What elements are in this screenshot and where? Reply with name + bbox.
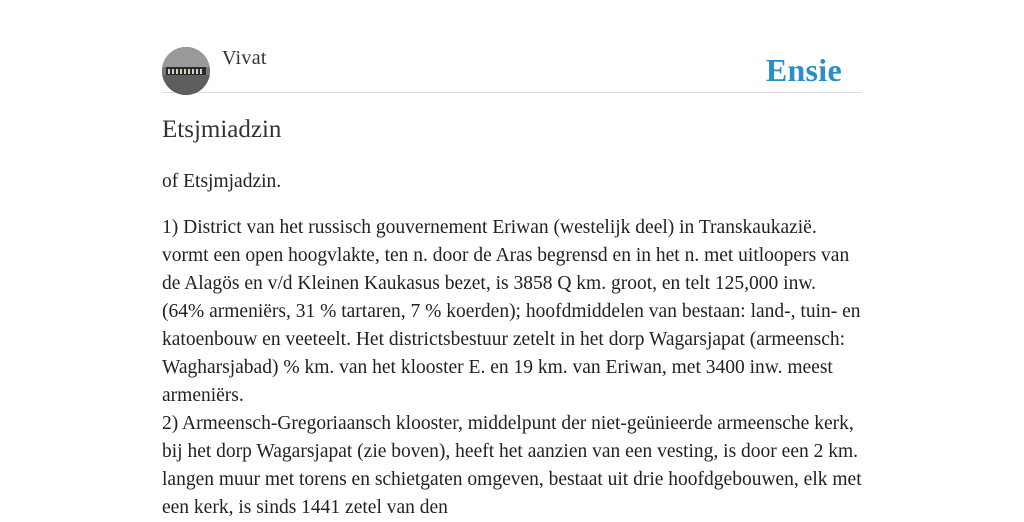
article-intro: of Etsjmjadzin. bbox=[162, 171, 282, 192]
page-title: Etsjmiadzin bbox=[162, 116, 282, 143]
author-avatar[interactable] bbox=[162, 47, 210, 95]
avatar-image-icon bbox=[162, 47, 210, 95]
brand-logo[interactable]: Ensie bbox=[765, 52, 842, 88]
header bbox=[162, 46, 862, 93]
article-paragraph-1: 1) District van het russisch gouvernement Eriwan (westelijk deel) in Transkaukazië. vormt een open hoogvlakte, ten n. door de Aras begrensd en in het n. met uitloopers van de Alagös en v/d Kleinen Kaukasus bezet, is 3858 Q km. groot, en telt 125,000 inw. (64% armeniërs, 31 % tartaren, 7 % koerden); hoofdmiddelen van bestaan: land-, tuin- en katoenbouw en veeteelt. Het districtsbestuur zetelt in het dorp Wagarsjapat (armeensch: Wagharsjabad) % km. van het klooster E. en 19 km. van Eriwan, met 3400 inw. meest armeniërs. bbox=[162, 217, 861, 406]
author-name[interactable]: Vivat bbox=[222, 47, 267, 69]
article-body bbox=[162, 168, 862, 522]
article-paragraph-2: 2) Armeensch-Gregoriaansch klooster, middelpunt der niet-geünieerde armeensche kerk, bij het dorp Wagarsjapat (zie boven), heeft het aanzien van een vesting, is door een 2 km. langen muur met torens en schietgaten omgeven, bestaat uit drie hoofdgebouwen, elk met een kerk, is sinds 1441 zetel van den bbox=[162, 413, 862, 518]
